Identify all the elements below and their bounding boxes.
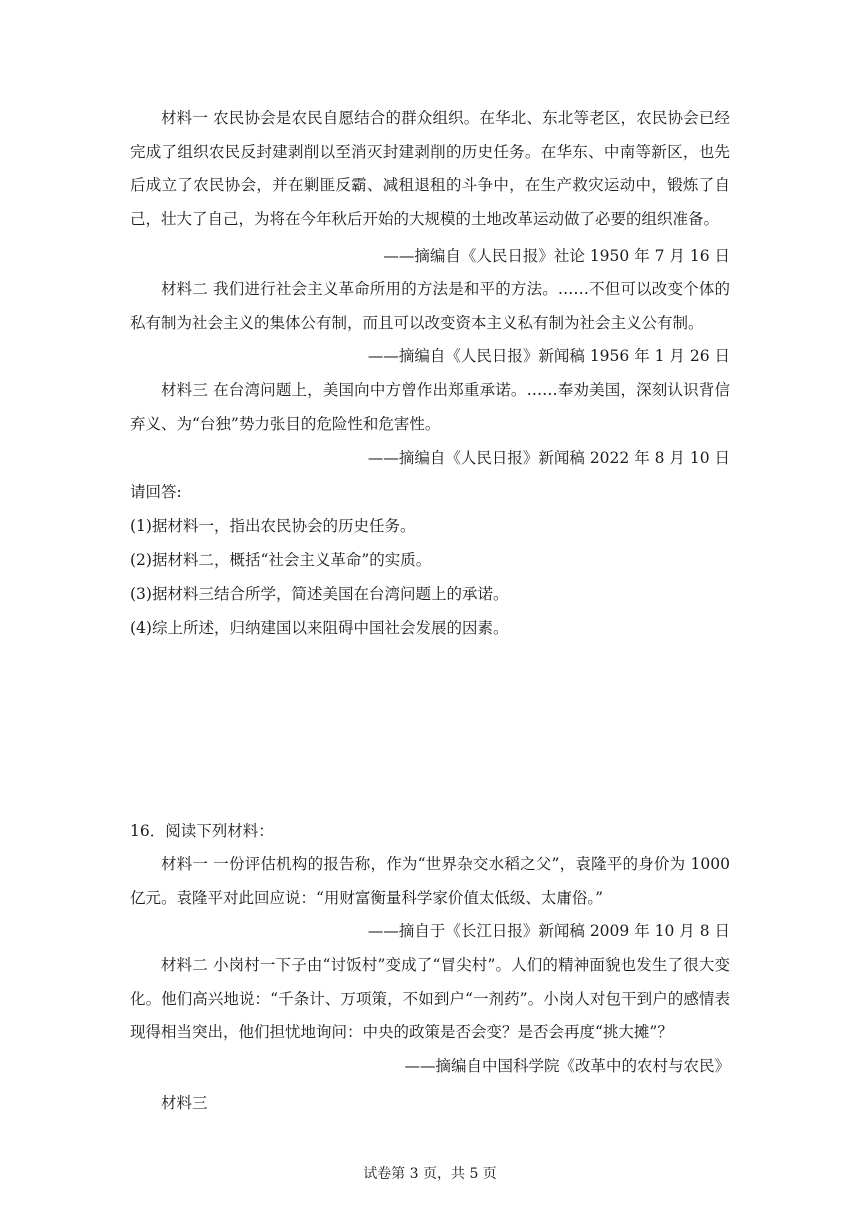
question-4: (4)综上所述，归纳建国以来阻碍中国社会发展的因素。 <box>130 619 509 637</box>
q16-material-one-paragraph: 材料一 一份评估机构的报告称，作为“世界杂交水稻之父”，袁隆平的身价为 1000 亿元。袁隆平对此回应说：“用财富衡量科学家价值太低级、太庸俗。” <box>130 855 730 907</box>
question-3: (3)据材料三结合所学，简述美国在台湾问题上的承诺。 <box>130 585 509 603</box>
question-2: (2)据材料二，概括“社会主义革命”的实质。 <box>130 551 432 569</box>
answer-prompt: 请回答: <box>130 483 182 501</box>
material-two-paragraph: 材料二 我们进行社会主义革命所用的方法是和平的方法。……不但可以改变个体的私有制为社会主义的集体公有制，而且可以改变资本主义私有制为社会主义公有制。 <box>130 280 730 332</box>
q16-material-one-source: ——摘自于《长江日报》新闻稿 2009 年 10 月 8 日 <box>367 922 730 940</box>
material-two-source: ——摘编自《人民日报》新闻稿 1956 年 1 月 26 日 <box>367 347 730 365</box>
q16-material-two-paragraph: 材料二 小岗村一下子由“讨饭村”变成了“冒尖村”。人们的精神面貌也发生了很大变化。他们高兴地说：“千条计、万项策，不如到户“一剂药”。小岗人对包干到户的感情表现得相当突出，他们担忧地询问：中央的政策是否会变？是否会再度“挑大摊”？ <box>130 956 730 1041</box>
question-16-heading: 16．阅读下列材料： <box>130 822 274 840</box>
material-three-source: ——摘编自《人民日报》新闻稿 2022 年 8 月 10 日 <box>367 449 730 467</box>
material-one-source: ——摘编自《人民日报》社论 1950 年 7 月 16 日 <box>383 247 730 265</box>
material-one-paragraph: 材料一 农民协会是农民自愿结合的群众组织。在华北、东北等老区，农民协会已经完成了组织农民反封建剥削以至消灭封建剥削的历史任务。在华东、中南等新区，也先后成立了农民协会，并在剿匪反霸、减租退租的斗争中，在生产救灾运动中，锻炼了自己，壮大了自己，为将在今年秋后开始的大规模的土地改革运动做了必要的组织准备。 <box>130 109 730 228</box>
page-footer: 试卷第 3 页，共 5 页 <box>363 1166 497 1182</box>
question-1: (1)据材料一，指出农民协会的历史任务。 <box>130 517 416 535</box>
q16-material-two-source: ——摘编自中国科学院《改革中的农村与农民》 <box>404 1057 730 1075</box>
q16-material-three-label: 材料三 <box>161 1094 208 1112</box>
material-three-paragraph: 材料三 在台湾问题上，美国向中方曾作出郑重承诺。……奉劝美国，深刻认识背信弃义、为“台独”势力张目的危险性和危害性。 <box>130 381 730 433</box>
